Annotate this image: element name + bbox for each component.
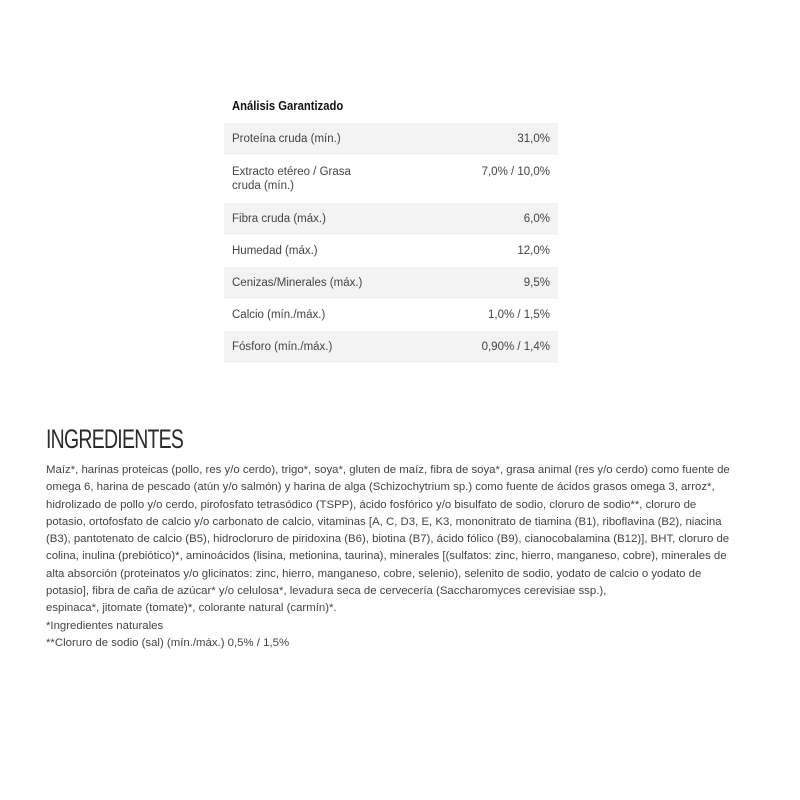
row-label: Fibra cruda (máx.) (224, 203, 390, 235)
row-value: 6,0% (390, 203, 558, 235)
ingredients-title: INGREDIENTES (46, 424, 184, 454)
row-value: 0,90% / 1,4% (390, 331, 558, 363)
table-row (224, 203, 558, 235)
natural-ingredients-note: *Ingredientes naturales (46, 619, 164, 632)
ingredients-body (46, 462, 736, 652)
row-label: Humedad (máx.) (232, 245, 318, 257)
ingredients-text: Maíz*, harinas proteicas (pollo, res y/o cerdo), trigo*, soya*, gluten de maíz, fibra de soya*, grasa animal (res y/o cerdo) como fuente de omega 6, harina de pescado (atún y/o salmón) y harina de alga (Schizochytrium sp.) como fuente de ácidos grasos omega 3, arroz*, hidrolizado de pollo y/o cerdo, pirofosfato tetrasódico (TSPP), ácido fosfórico y/o bisulfato de sodio, cloruro de sodio**, cloruro de potasio, ortofosfato de calcio y/o carbonato de calcio, vitaminas [A, C, D3, E, K3, mononitrato de tiamina (B1), riboflavina (B2), niacina (B3), pantotenato de calcio (B5), hidrocloruro de piridoxina (B6), biotina (B7), ácido fólico (B9), cianocobalamina (B12)], BHT, cloruro de colina, inulina (prebiótico)*, aminoácidos (lisina, metionina, taurina), minerales [(sulfatos: zinc, hierro, manganeso, cobre), minerales de alta absorción (proteinatos y/o glicinatos: zinc, hierro, manganeso, cobre, selenio), selenito de sodio, yodato de calcio o yodato de potasio], fibra de caña de azúcar* y/o celulosa*, levadura seca de cervecería (Saccharomyces cerevisiae ssp.), (46, 464, 730, 598)
row-label: Cenizas/Minerales (máx.) (224, 267, 390, 299)
guaranteed-analysis-section (224, 97, 558, 363)
table-row (224, 155, 558, 203)
row-label: Calcio (mín./máx.) (232, 309, 326, 321)
analysis-table (224, 123, 558, 363)
table-row (224, 123, 558, 155)
row-value: 12,0% (517, 245, 550, 257)
table-row (224, 299, 558, 331)
row-label: Extracto etéreo / Grasa cruda (mín.) (232, 166, 351, 192)
row-value: 9,5% (390, 267, 558, 299)
row-value: 1,0% / 1,5% (487, 309, 550, 321)
row-label: Proteína cruda (mín.) (224, 123, 390, 155)
ingredients-section (46, 422, 766, 652)
ingredients-text-continued: espinaca*, jitomate (tomate)*, colorante natural (carmín)*. (46, 602, 337, 615)
row-value: 7,0% / 10,0% (481, 166, 550, 178)
row-value: 31,0% (390, 123, 558, 155)
analysis-title: Análisis Garantizado (232, 99, 344, 113)
sodium-chloride-note: **Cloruro de sodio (sal) (mín./máx.) 0,5% / 1,5% (46, 636, 290, 649)
table-row (224, 331, 558, 363)
row-label: Fósforo (mín./máx.) (224, 331, 390, 363)
table-row (224, 235, 558, 267)
table-row (224, 267, 558, 299)
